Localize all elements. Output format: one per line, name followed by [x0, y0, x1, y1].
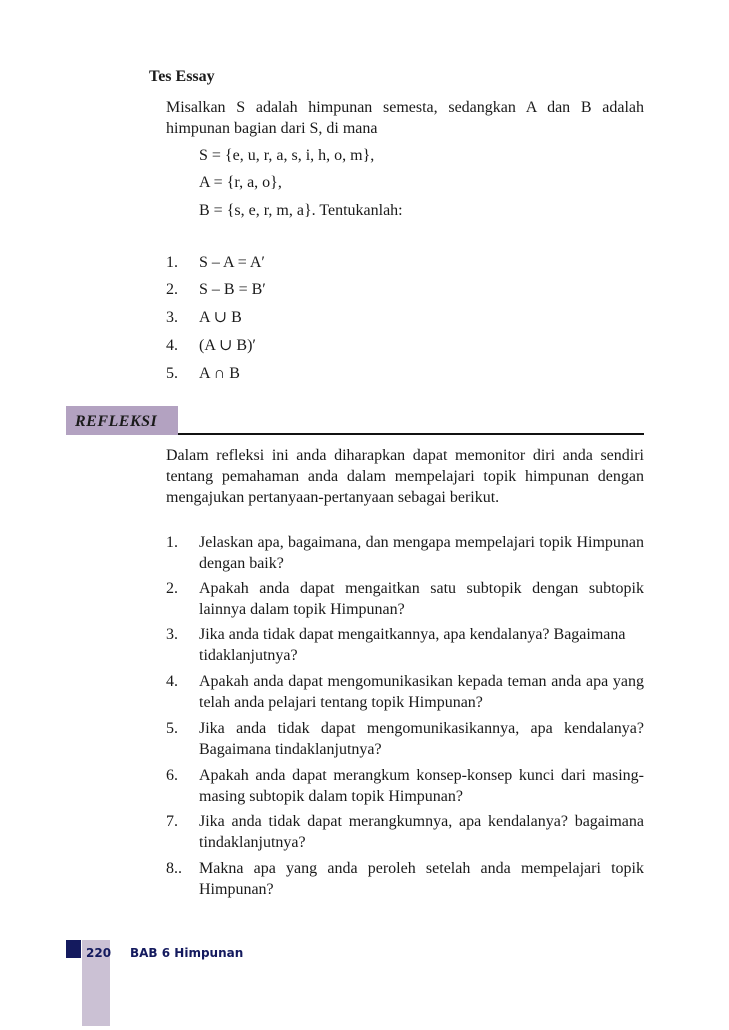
question-text: (A ∪ B)′	[199, 337, 256, 354]
question-number: 6.	[166, 767, 178, 784]
question-number: 4.	[166, 673, 178, 690]
question-number: 2.	[166, 580, 178, 597]
question-text: Jika anda tidak dapat merangkumnya, apa kendalanya? bagaimana tindaklanjutnya?	[199, 813, 644, 851]
question-text: Jika anda tidak dapat mengomunikasikannya, apa kendalanya? Bagaimana tindaklanjutnya?	[199, 720, 644, 758]
question-text: Apakah anda dapat mengaitkan satu subtopik dengan subtopik lainnya dalam topik Himpunan?	[199, 580, 644, 618]
question-text: Jelaskan apa, bagaimana, dan mengapa mempelajari topik Himpunan dengan baik?	[199, 534, 644, 572]
question-text: S – B = B′	[199, 281, 266, 298]
section-heading-tes-essay: Tes Essay	[149, 68, 215, 85]
question-number: 1.	[166, 534, 178, 551]
question-number: 5.	[166, 365, 178, 382]
question-text: A ∪ B	[199, 309, 242, 326]
footer-marker-square	[66, 940, 81, 958]
question-number: 1.	[166, 254, 178, 271]
set-definition-s: S = {e, u, r, a, s, i, h, o, m},	[199, 147, 375, 164]
question-text: Apakah anda dapat mengomunikasikan kepada teman anda apa yang telah anda pelajari tentang topik Himpunan?	[199, 673, 644, 711]
question-number: 8..	[166, 860, 182, 877]
page-number: 220	[86, 946, 112, 960]
refleksi-divider	[178, 433, 644, 435]
essay-intro-paragraph: Misalkan S adalah himpunan semesta, sedangkan A dan B adalah himpunan bagian dari S, di mana	[166, 99, 644, 137]
question-number: 4.	[166, 337, 178, 354]
set-definition-b: B = {s, e, r, m, a}. Tentukanlah:	[199, 202, 403, 219]
set-definition-a: A = {r, a, o},	[199, 174, 282, 191]
refleksi-label: REFLEKSI	[75, 413, 158, 430]
question-text: Makna apa yang anda peroleh setelah anda mempelajari topik Himpunan?	[199, 860, 644, 898]
question-number: 3.	[166, 309, 178, 326]
chapter-title: BAB 6 Himpunan	[130, 946, 244, 960]
question-number: 3.	[166, 626, 178, 643]
question-number: 7.	[166, 813, 178, 830]
question-text: Jika anda tidak dapat mengaitkannya, apa kendalanya? Bagaimana tidaklanjutnya?	[199, 626, 626, 664]
question-number: 2.	[166, 281, 178, 298]
question-number: 5.	[166, 720, 178, 737]
refleksi-intro-paragraph: Dalam refleksi ini anda diharapkan dapat memonitor diri anda sendiri tentang pemahaman anda dalam mempelajari topik himpunan dengan mengajukan pertanyaan-pertanyaan sebagai berikut.	[166, 447, 644, 506]
question-text: S – A = A′	[199, 254, 265, 271]
question-text: Apakah anda dapat merangkum konsep-konsep kunci dari masing-masing subtopik dalam topik Himpunan?	[199, 767, 644, 805]
question-text: A ∩ B	[199, 365, 240, 382]
